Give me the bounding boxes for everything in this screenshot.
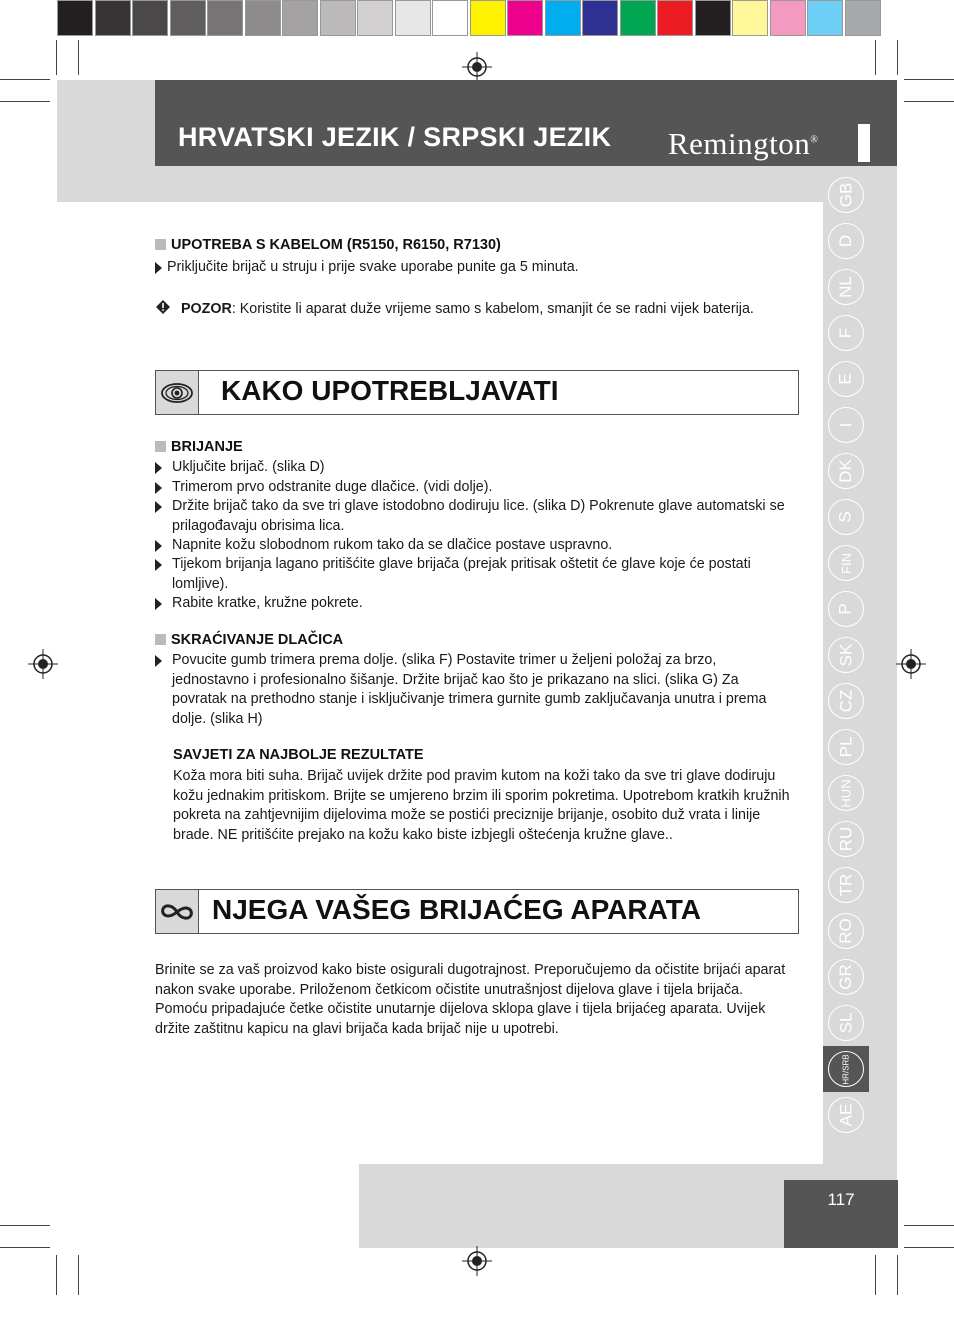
registration-mark-icon [462, 52, 492, 82]
list-item: Rabite kratke, kružne pokrete. [155, 594, 795, 614]
language-tab-label: S [836, 511, 855, 523]
color-swatch [245, 0, 281, 36]
color-swatch [507, 0, 543, 36]
triangle-bullet-icon [155, 462, 162, 474]
language-tab-circle [828, 867, 864, 903]
square-bullet-icon [155, 239, 166, 250]
language-tab-nl[interactable] [823, 264, 869, 310]
crop-mark [904, 1247, 954, 1248]
crop-mark [875, 1255, 876, 1295]
list-item: Povucite gumb trimera prema dolje. (slika F) Postavite trimer u željeni položaj za brzo, jednostavno i profesionalno šišanje. Držite brijač kao što je prikazano na slici. (slika G) Za povratak na prethodno stanje i isključivanje trimera gurnite gumb zaključavanja unutra i prema dolje. (slika H) [155, 651, 780, 729]
color-swatch [432, 0, 468, 36]
triangle-bullet-icon [155, 598, 162, 610]
section-header-care [155, 889, 799, 934]
language-tab-label: D [836, 234, 855, 248]
color-swatch [95, 0, 131, 36]
square-bullet-icon [155, 441, 166, 452]
language-tab-label: SL [835, 1012, 855, 1034]
cable-heading: UPOTREBA S KABELOM (R5150, R6150, R7130) [155, 237, 501, 253]
brand-registered-mark: ® [810, 134, 819, 146]
language-tab-p[interactable] [823, 586, 869, 632]
color-swatch [582, 0, 618, 36]
warning-label: POZOR [180, 301, 232, 317]
registration-mark-icon [896, 649, 926, 679]
language-tab-label: RU [836, 826, 855, 852]
care-text: Brinite se za vaš proizvod kako biste osigurali dugotrajnost. Preporučujemo da očistite brijaći aparat nakon svake uporabe. Priloženom četkicom očistite unutrašnjost dijelova glave i tijela brijača. Pomoću pripadajuće četke očistite unutarnje dijelova sklopa glave i tijela brijaćeg aparata. Uvijek držite zaštitnu kapicu na glavi brijača kada brijač nije u upotrebi. [155, 962, 786, 1037]
header-gray-strip [155, 166, 897, 202]
language-tab-label: GB [836, 182, 855, 208]
color-swatch [170, 0, 206, 36]
triangle-bullet-icon [155, 501, 162, 513]
eye-icon [156, 371, 199, 414]
color-swatch [320, 0, 356, 36]
language-tab-circle [828, 821, 864, 857]
color-swatch [357, 0, 393, 36]
language-tab-circle [828, 269, 864, 305]
warning-icon [155, 299, 171, 315]
language-tab-ru[interactable] [823, 816, 869, 862]
language-tab-label: E [836, 373, 855, 385]
language-tab-label: NL [835, 276, 855, 298]
language-tab-d[interactable] [823, 218, 869, 264]
crop-mark [904, 1225, 954, 1226]
color-swatch [695, 0, 731, 36]
crop-mark [875, 40, 876, 75]
tips-heading: SAVJETI ZA NAJBOLJE REZULTATE [173, 747, 424, 763]
language-tab-circle [828, 683, 864, 719]
language-tab-s[interactable] [823, 494, 869, 540]
page-number-box [784, 1180, 898, 1248]
language-tab-circle [828, 729, 864, 765]
language-tab-circle [828, 545, 864, 581]
language-tab-circle [828, 591, 864, 627]
language-tab-circle [828, 637, 864, 673]
tips-text: Koža mora biti suha. Brijač uvijek držite pod pravim kutom na koži tako da sve tri glave dodiruju kožu jednakim pritiskom. Brijte se umjereno brzim ili sporim pokretima. Upotrebom kratkih kružnih pokreta na zahtjevnijim dijelovima može se postići preciznije brijanje, osobito duž vrata i linije brade. NE pritišćite prejako na kožu kako biste izbjegli oštećenja kružne glave.. [173, 768, 790, 843]
registration-mark-icon [28, 649, 58, 679]
language-tab-circle [828, 407, 864, 443]
language-tab-gb[interactable] [823, 172, 869, 218]
color-swatch [845, 0, 881, 36]
color-swatch [770, 0, 806, 36]
infinity-icon [156, 890, 199, 933]
color-swatch [657, 0, 693, 36]
triangle-bullet-icon [155, 559, 162, 571]
crop-mark [0, 79, 50, 80]
language-tab-tr[interactable] [823, 862, 869, 908]
language-tab-label: FIN [838, 552, 854, 574]
triangle-bullet-icon [155, 540, 162, 552]
section-title: KAKO UPOTREBLJAVATI [221, 375, 559, 406]
brand-bar [858, 124, 870, 162]
section-header-use [155, 370, 799, 415]
crop-mark [78, 40, 79, 75]
crop-mark [0, 1225, 50, 1226]
language-tab-e[interactable] [823, 356, 869, 402]
brand-logo [668, 126, 818, 162]
language-tab-fin[interactable] [823, 540, 869, 586]
language-tab-label: SK [836, 643, 855, 667]
language-tab-pl[interactable] [823, 724, 869, 770]
warning-text: : Koristite li aparat duže vrijeme samo s kabelom, smanjit će se radni vijek baterija. [231, 301, 754, 317]
language-tab-circle [828, 1005, 864, 1041]
language-tab-label: DK [836, 459, 855, 483]
language-tab-circle [828, 775, 864, 811]
list-item: Uključite brijač. (slika D) [155, 458, 795, 478]
language-tab-label: TR [835, 873, 855, 897]
top-gray-band [57, 80, 155, 202]
language-tab-label: F [835, 327, 855, 339]
language-tab-circle [828, 499, 864, 535]
square-bullet-icon [155, 634, 166, 645]
language-tab-label: CZ [835, 689, 855, 713]
language-tab-label: P [836, 603, 855, 615]
crop-mark [0, 1247, 50, 1248]
language-tab-circle [828, 1051, 864, 1087]
language-tab-label: HUN [838, 778, 854, 808]
color-swatch [395, 0, 431, 36]
warning-note [155, 299, 795, 320]
color-swatch [470, 0, 506, 36]
language-tab-hr-srb[interactable] [823, 1046, 869, 1092]
list-item: Napnite kožu slobodnom rukom tako da se dlačice postave uspravno. [155, 536, 795, 556]
language-tab-sk[interactable] [823, 632, 869, 678]
color-swatch [57, 0, 93, 36]
brand-name: Remington [668, 126, 811, 161]
color-swatch [732, 0, 768, 36]
language-tab-gr[interactable] [823, 954, 869, 1000]
page-number: 117 [827, 1190, 855, 1209]
trimming-heading: SKRAĆIVANJE DLAČICA [155, 632, 343, 648]
list-item: Trimerom prvo odstranite duge dlačice. (vidi dolje). [155, 478, 795, 498]
language-tab-circle [828, 315, 864, 351]
color-swatch [132, 0, 168, 36]
language-tab-cz[interactable] [823, 678, 869, 724]
language-tab-circle [828, 223, 864, 259]
language-tab-label: AE [836, 1103, 855, 1127]
crop-mark [78, 1255, 79, 1295]
language-tab-dk[interactable] [823, 448, 869, 494]
color-swatch [807, 0, 843, 36]
list-item: Priključite brijač u struju i prije svake uporabe punite ga 5 minuta. [155, 258, 795, 278]
color-swatch [545, 0, 581, 36]
language-tab-circle [828, 1097, 864, 1133]
page-title: HRVATSKI JEZIK / SRPSKI JEZIK [178, 122, 612, 152]
color-swatch [620, 0, 656, 36]
crop-mark [897, 1255, 898, 1295]
crop-mark [904, 79, 954, 80]
language-tab-sl[interactable] [823, 1000, 869, 1046]
language-tab-label: PL [835, 736, 855, 758]
crop-mark [56, 1255, 57, 1295]
language-tab-circle [828, 913, 864, 949]
language-tab-hun[interactable] [823, 770, 869, 816]
crop-mark [904, 101, 954, 102]
language-tab-label: HR/SRB [841, 1053, 851, 1085]
language-tab-label: RO [836, 918, 855, 944]
triangle-bullet-icon [155, 482, 162, 494]
language-tab-ae[interactable] [823, 1092, 869, 1138]
crop-mark [897, 40, 898, 75]
color-calibration-bar [57, 0, 882, 38]
crop-mark [56, 40, 57, 75]
list-item: Tijekom brijanja lagano pritišćite glave brijača (prejak pritisak oštetit će glave koje će postati lomljive). [155, 555, 795, 594]
language-tab-label: GR [836, 964, 855, 990]
triangle-bullet-icon [155, 262, 162, 274]
language-tab-circle [828, 177, 864, 213]
language-tab-f[interactable] [823, 310, 869, 356]
section-title: NJEGA VAŠEG BRIJAĆEG APARATA [212, 894, 702, 925]
shaving-heading: BRIJANJE [155, 439, 243, 455]
triangle-bullet-icon [155, 655, 162, 667]
language-tab-label: I [835, 422, 855, 428]
language-tab-circle [828, 453, 864, 489]
crop-mark [0, 101, 50, 102]
registration-mark-icon [462, 1246, 492, 1276]
list-item: Držite brijač tako da sve tri glave istodobno dodiruju lice. (slika D) Pokrenute glave automatski se prilagođavaju obrisima lica. [155, 497, 795, 536]
color-swatch [207, 0, 243, 36]
language-tab-ro[interactable] [823, 908, 869, 954]
language-tab-i[interactable] [823, 402, 869, 448]
language-tab-circle [828, 959, 864, 995]
language-tab-circle [828, 361, 864, 397]
color-swatch [282, 0, 318, 36]
